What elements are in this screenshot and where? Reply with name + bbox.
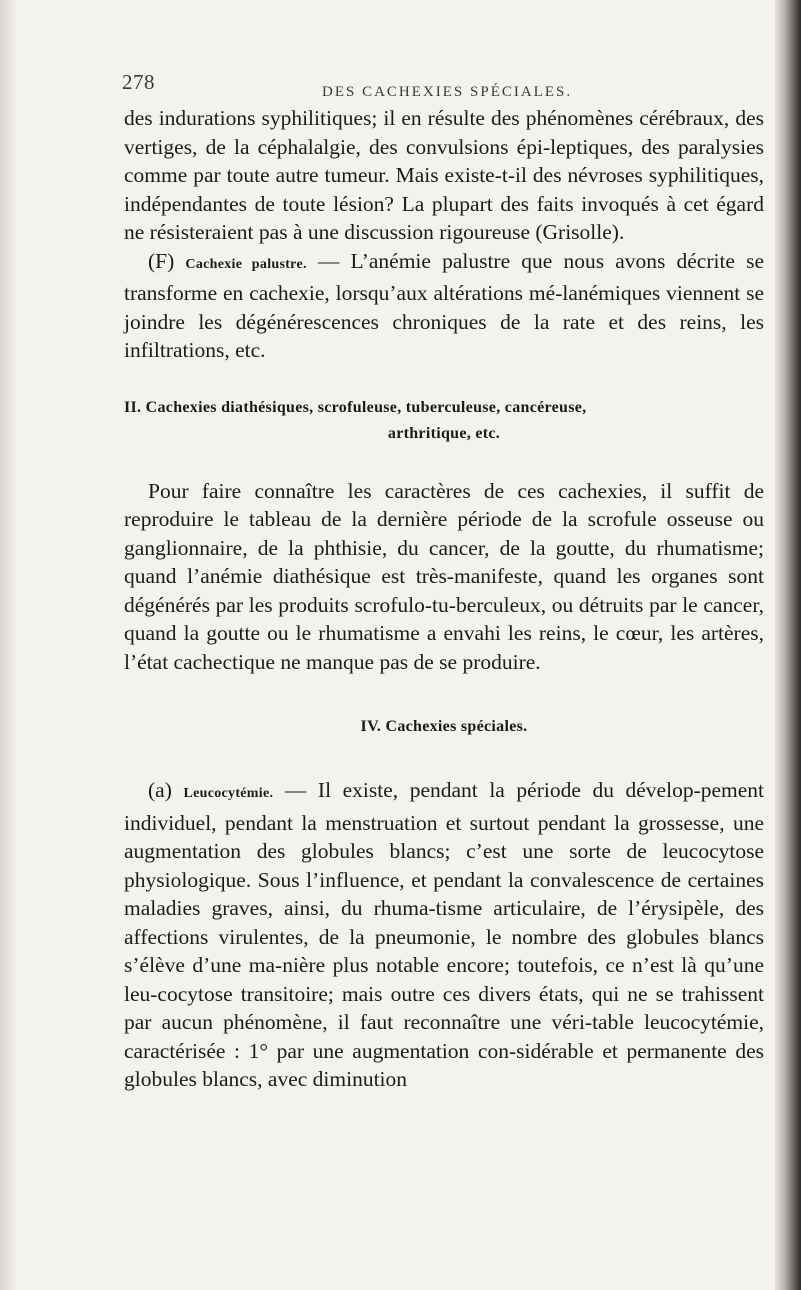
item-marker: (a) [148,778,172,802]
item-heading: Cachexie palustre. [185,256,307,272]
section-heading-line: II. Cachexies diathésiques, scrofuleuse, tuberculeuse, cancéreuse, [124,398,587,416]
book-page [124,70,764,1094]
section-heading-diathesiques [124,395,764,447]
page-edge-shadow [0,0,18,1290]
paragraph-syphilis: des indurations syphilitiques; il en résulte des phénomènes cérébraux, des vertiges, de la céphalalgie, des convulsions épi-leptiques, des paralysies comme par toute autre tumeur. Mais existe-t-il des névroses syphilitiques, indépendantes de toute lésion? La plupart des faits invoqués à cet égard ne résisteraient pas à une discussion rigoureuse (Grisolle). [124,106,764,244]
running-head [124,70,764,104]
paragraph-diathesiques: Pour faire connaître les caractères de ces cachexies, il suffit de reproduire le tableau de la dernière période de la scrofule osseuse ou ganglionnaire, de la phthisie, du cancer, de la goutte, du rhumatisme; quand l’anémie diathésique est très-manifeste, quand les organes sont dégénérés par les produits scrofulo-tu-berculeux, ou détruits par le cancer, quand la goutte ou le rhumatisme a envahi les reins, le cœur, les artères, l’état cachectique ne manque pas de se produire. [124,478,764,674]
item-marker: (F) [148,248,175,273]
item-text: — L’anémie palustre que nous avons décrite se transforme en cachexie, lorsqu’aux altérations mé-lanémiques viennent se joindre les dégénérescences chroniques de la rate et des reins, les infiltrations, etc. [124,248,765,362]
paragraph-leucocytemie [124,776,764,1094]
page-number: 278 [122,70,155,94]
book-binding-edge [775,0,801,1290]
paragraph-cachexie-palustre [124,247,764,365]
running-head-title: DES CACHEXIES SPÉCIALES. [322,84,573,100]
item-text: — Il existe, pendant la période du dévelop-pement individuel, pendant la menstruation et surtout pendant la grossesse, une augmentation des globules blancs; c’est une sorte de leucocytose physiologique. Sous l’influence, et pendant la convalescence de certaines maladies graves, ainsi, du rhuma-tisme articulaire, de l’érysipèle, des affections virulentes, de la pneumonie, le nombre des globules blancs s’élève d’une ma-nière plus notable encore; toutefois, ce n’est là qu’une leu-cocytose transitoire; mais outre ces divers états, qui ne se trahissent par aucun phénomène, il faut reconnaître une véri-table leucocytémie, caractérisée : 1° par une augmentation con-sidérable et permanente des globules blancs, avec diminution [124,778,765,1091]
section-heading-speciales: IV. Cachexies spéciales. [360,718,528,735]
item-heading: Leucocytémie. [183,786,274,801]
section-heading-line: arthritique, etc. [387,424,501,442]
